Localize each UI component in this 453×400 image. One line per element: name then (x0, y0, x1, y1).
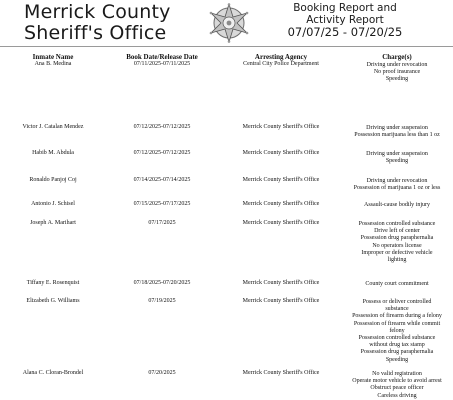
book-release-date: 07/11/2025-07/11/2025 (133, 61, 191, 67)
charge-item: Speeding (385, 356, 409, 363)
inmate-name: Elizabeth G. Williams (26, 298, 80, 304)
book-release-date: 07/20/2025 (148, 370, 176, 376)
inmate-name: Tiffany E. Rosenquist (26, 280, 80, 286)
charge-item: Possession marijuana less than 1 oz (354, 132, 440, 139)
agency-title-line2: Sheriff's Office (24, 22, 167, 44)
charge-item: Possession controlled substance (358, 221, 436, 227)
arresting-agency: Merrick County Sheriff's Office (242, 150, 320, 156)
header-divider (0, 46, 453, 47)
charge-item: Possession of firearm while commit (353, 320, 441, 327)
charge-item: Driving under suspension (366, 125, 428, 131)
column-header-inmate-name: Inmate Name (32, 53, 74, 61)
arresting-agency: Merrick County Sheriff's Office (242, 370, 320, 376)
charge-item: Possess or deliver controlled (362, 299, 432, 305)
report-title-line1: Booking Report and (293, 2, 397, 14)
charge-item: Improper or defective vehicle (361, 249, 433, 256)
sheriff-star-icon (202, 3, 256, 43)
charge-item: Operate motor vehicle to avoid arrest (352, 378, 442, 385)
arresting-agency: Merrick County Sheriff's Office (242, 201, 320, 207)
charge-item: Obstruct peace officer (370, 385, 424, 392)
arresting-agency: Merrick County Sheriff's Office (242, 298, 320, 304)
report-title (270, 2, 420, 38)
inmate-name: Habib M. Abdula (32, 150, 74, 156)
book-release-date: 07/12/2025-07/12/2025 (133, 124, 191, 130)
charge-item: substance (385, 306, 409, 313)
charges-list (340, 371, 453, 400)
inmate-name: Antonio J. Schisel (31, 201, 75, 207)
charge-item: Driving under suspension (366, 151, 428, 157)
charge-item: County court commitment (365, 281, 429, 287)
agency-title-line1: Merrick County (24, 1, 171, 23)
inmate-name: Victor J. Catalan Mendez (22, 124, 84, 130)
report-date-range: 07/07/25 - 07/20/25 (287, 25, 403, 39)
book-release-date: 07/15/2025-07/17/2025 (133, 201, 191, 207)
arresting-agency: Central City Police Department (243, 61, 319, 67)
charges-list (340, 299, 453, 364)
arresting-agency: Merrick County Sheriff's Office (242, 124, 320, 130)
charge-item: Possession controlled substance (358, 335, 436, 342)
inmate-name: Alana C. Cloran-Brondel (22, 370, 84, 376)
book-release-date: 07/18/2025-07/20/2025 (133, 280, 191, 286)
column-header-charges: Charge(s) (382, 53, 412, 61)
charges-list (340, 178, 453, 192)
charge-item: Drive left of center (374, 228, 420, 235)
charge-item: No valid registration (372, 371, 422, 377)
charges-list (340, 202, 453, 209)
charge-item: Speeding (385, 158, 409, 165)
inmate-name: Ronaldo Panjoj Coj (29, 177, 77, 183)
inmate-name: Joseph A. Marihart (30, 220, 76, 226)
charge-item: Possession drug paraphernalia (360, 349, 434, 356)
arresting-agency: Merrick County Sheriff's Office (242, 280, 320, 286)
charges-list (340, 151, 453, 165)
charge-item: Driving under revocation (366, 62, 428, 68)
charge-item: Driving under revocation (366, 178, 428, 184)
charge-item: Speeding (385, 76, 409, 83)
charges-list (340, 62, 453, 84)
arresting-agency: Merrick County Sheriff's Office (242, 177, 320, 183)
charges-list (340, 221, 453, 264)
charge-item: Possession of marijuana 1 oz or less (353, 185, 441, 192)
column-header-arresting-agency: Arresting Agency (254, 53, 308, 61)
charge-item: Possession drug paraphernalia (360, 235, 434, 242)
column-header-book-release-date: Book Date/Release Date (126, 53, 198, 61)
charges-list (340, 125, 453, 139)
report-header (0, 0, 453, 46)
agency-title (24, 2, 171, 44)
charge-item: without drug tax stamp (369, 342, 425, 349)
arresting-agency: Merrick County Sheriff's Office (242, 220, 320, 226)
inmate-name: Ana B. Medina (34, 61, 72, 67)
book-release-date: 07/14/2025-07/14/2025 (133, 177, 191, 183)
book-release-date: 07/19/2025 (148, 298, 176, 304)
charge-item: lighting (387, 257, 407, 264)
charge-item: felony (389, 327, 405, 334)
book-release-date: 07/12/2025-07/12/2025 (133, 150, 191, 156)
report-title-line2: Activity Report (306, 14, 384, 26)
charge-item: No proof insurance (373, 69, 421, 76)
charge-item: No operators license (372, 242, 422, 249)
charge-item: Possession of firearm during a felony (352, 313, 442, 320)
charge-item: Careless driving (377, 392, 417, 399)
book-release-date: 07/17/2025 (148, 220, 176, 226)
charge-item: Assault-cause bodily injury (364, 202, 430, 208)
charges-list (340, 281, 453, 288)
